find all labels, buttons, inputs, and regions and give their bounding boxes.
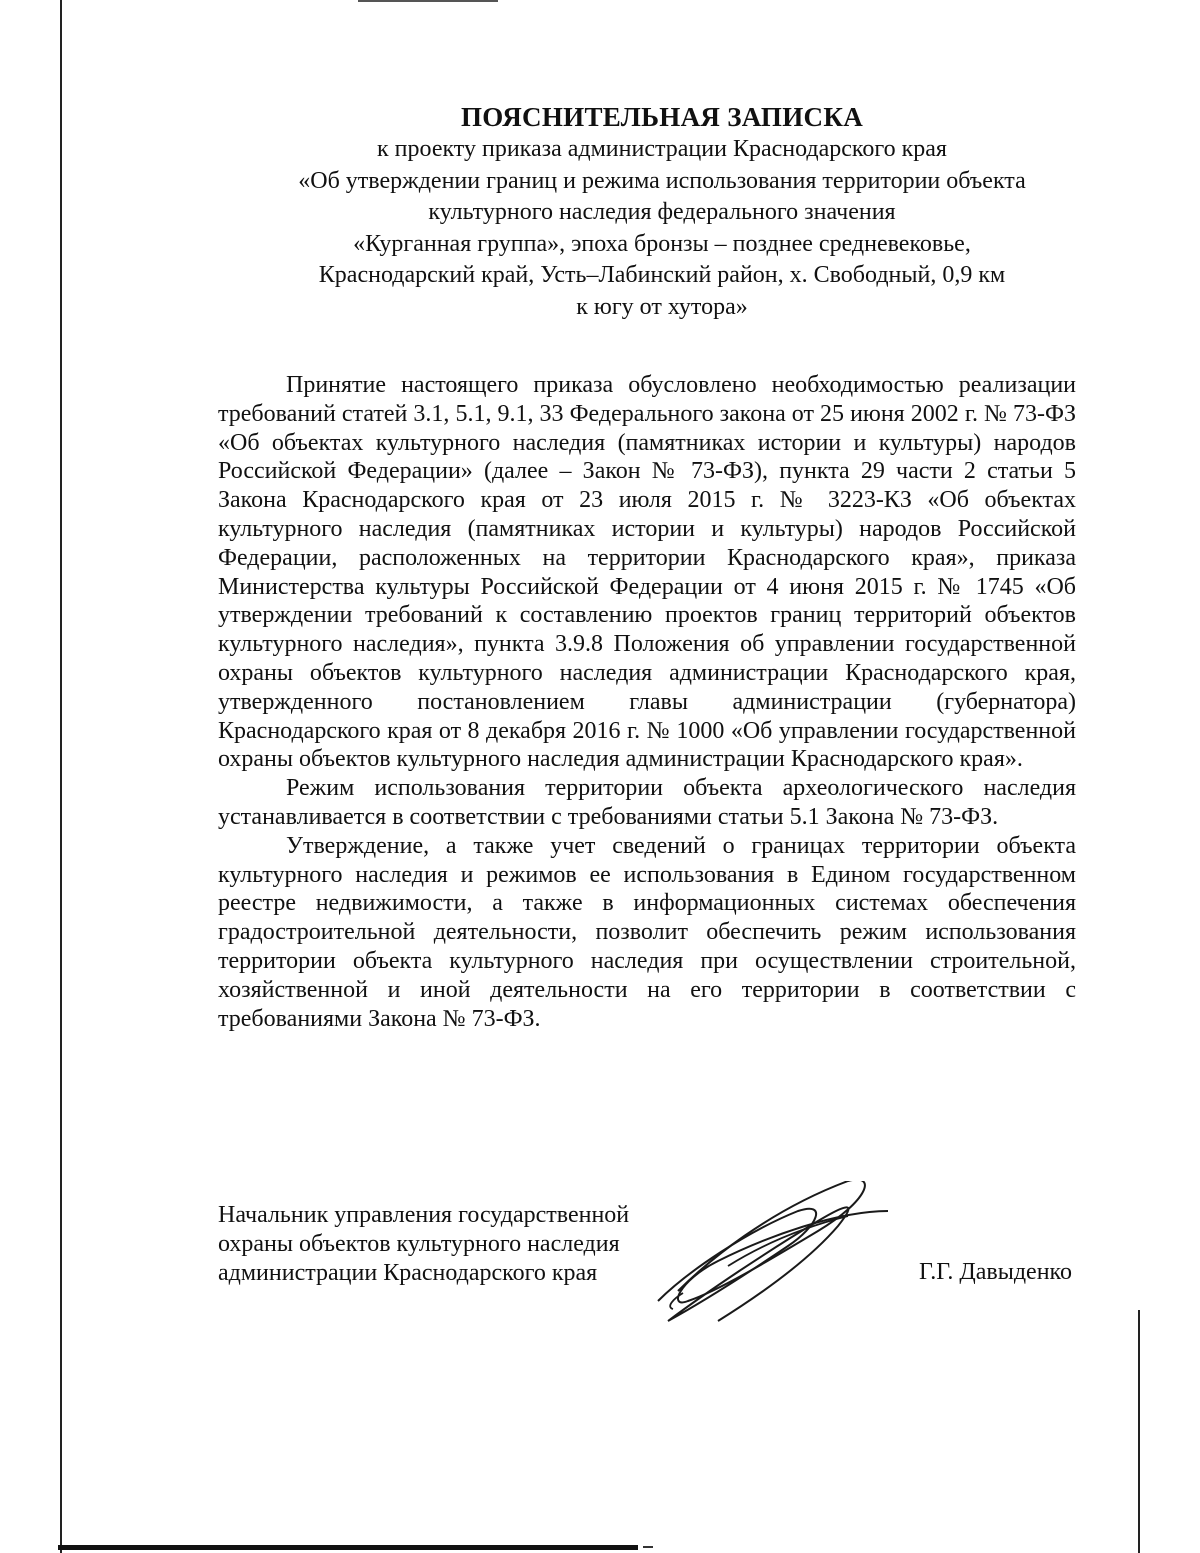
body-paragraph: Режим использования территории объекта археологического наследия устанавливается в соответствии с требованиями статьи 5.1 Закона № 73-ФЗ. [218,775,1076,830]
scan-border-bottom-tick [643,1546,653,1548]
body-paragraph: Принятие настоящего приказа обусловлено необходимостью реализации требований статей 3.1, 5.1, 9.1, 33 Федерального закона от 25 июня 2002 г. № 73-ФЗ «Об объектах культурного наследия (памятниках истории и культуры) народов Российской Федерации» (далее – Закон № 73-ФЗ), пункта 29 части 2 статьи 5 Закона Краснодарского края от 23 июля 2015 г. № 3223-КЗ «Об объектах культурного наследия (памятниках истории и культуры) народов Российской Федерации, расположенных на территории Краснодарского края», приказа Министерства культуры Российской Федерации от 4 июня 2015 г. № 1745 «Об утверждении требований к составлению проектов границ территорий объектов культурного наследия», пункта 3.9.8 Положения об управлении государственной охраны объектов культурного наследия администрации Краснодарского края, утвержденного постановлением главы администрации (губернатора) Краснодарского края от 8 декабря 2016 г. № 1000 «Об управлении государственной охраны объектов культурного наследия администрации Краснодарского края». [218,372,1076,773]
subtitle-line: «Об утверждении границ и режима использования территории объекта [298,167,1026,194]
signatory-role-line: охраны объектов культурного наследия [218,1230,620,1257]
document-title: ПОЯСНИТЕЛЬНАЯ ЗАПИСКА [461,102,863,132]
handwritten-signature [648,1181,938,1331]
subtitle-line: культурного наследия федерального значения [428,199,896,225]
scan-border-left [60,0,62,1553]
signatory-role [218,1201,629,1287]
subtitle-line: «Курганная группа», эпоха бронзы – позднее средневековье, [353,230,971,257]
scan-border-right [1138,1310,1140,1553]
document-body [218,371,1076,1033]
subtitle-line: к проекту приказа администрации Краснодарского края [377,136,947,162]
body-paragraph: Утверждение, а также учет сведений о границах территории объекта культурного наследия и режимов ее использования в Едином государственном реестре недвижимости, а также в информационных системах обеспечения градостроительной деятельности, позволит обеспечить режим использования территории объекта культурного наследия при осуществлении строительной, хозяйственной и иной деятельности на его территории в соответствии с требованиями Закона № 73-ФЗ. [218,832,1076,1032]
subtitle-line: к югу от хутора» [576,293,748,320]
signatory-role-line: Начальник управления государственной [218,1202,630,1228]
scan-border-bottom [58,1545,638,1550]
document-header [218,100,1106,323]
subtitle-line: Краснодарский край, Усть–Лабинский район, х. Свободный, 0,9 км [318,262,1006,288]
signature-block [218,1201,1076,1321]
signatory-name: Г.Г. Давыденко [919,1259,1072,1285]
scan-border-top [358,0,498,2]
signatory-role-line: администрации Краснодарского края [218,1259,598,1286]
